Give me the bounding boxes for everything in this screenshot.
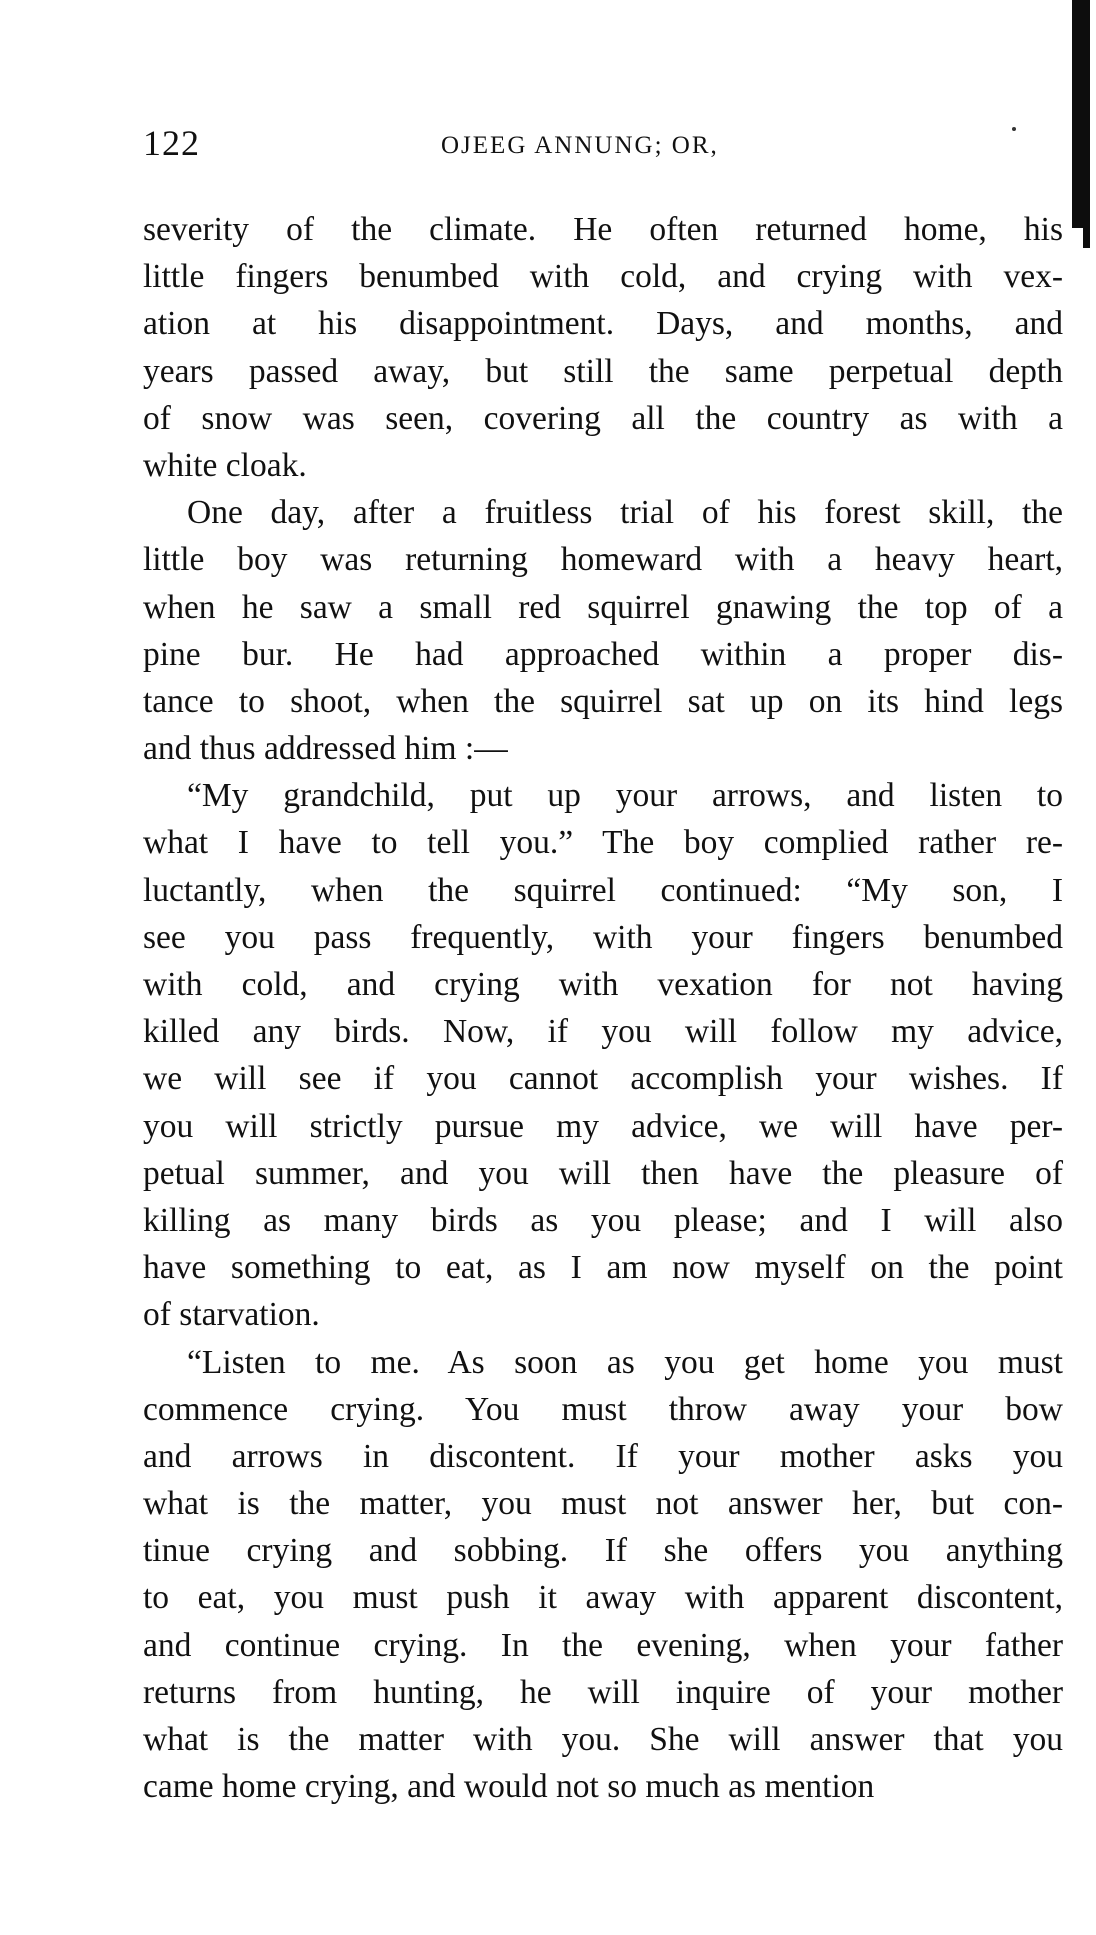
text-line: killing as many birds as you please; and I will also [143, 1201, 1063, 1239]
page-header [143, 122, 863, 172]
text-line: of starvation. [143, 1296, 320, 1334]
text-line: luctantly, when the squirrel continued: “My son, I [143, 871, 1063, 909]
text-line: returns from hunting, he will inquire of your mother [143, 1673, 1063, 1711]
paragraph [143, 1339, 1063, 1811]
text-line: to eat, you must push it away with apparent discontent, [143, 1579, 1063, 1617]
paragraph [143, 489, 1063, 772]
text-line: “My grandchild, put up your arrows, and listen to [187, 777, 1063, 815]
text-line: what is the matter with you. She will answer that you [143, 1721, 1063, 1758]
text-line: see you pass frequently, with your fingers benumbed [143, 918, 1063, 956]
text-line: with cold, and crying with vexation for not having [143, 966, 1063, 1003]
text-line: and continue crying. In the evening, when your father [143, 1626, 1063, 1664]
text-line: white cloak. [143, 446, 307, 484]
text-line: we will see if you cannot accomplish your wishes. If [143, 1060, 1063, 1098]
paragraph [143, 772, 1063, 1338]
text-line: what is the matter, you must not answer her, but con- [143, 1485, 1063, 1523]
text-line: tance to shoot, when the squirrel sat up on its hind legs [143, 682, 1063, 720]
body-text [143, 206, 1063, 1810]
ink-speck [1012, 127, 1016, 131]
text-line: petual summer, and you will then have the pleasure of [143, 1154, 1063, 1192]
text-line: severity of the climate. He often returned home, his [143, 211, 1063, 248]
running-head: OJEEG ANNUNG; OR, [441, 132, 719, 159]
text-line: and thus addressed him :— [143, 730, 508, 768]
text-line: years passed away, but still the same perpetual depth [143, 352, 1063, 390]
text-line: ation at his disappointment. Days, and months, and [143, 305, 1063, 343]
text-line: little boy was returning homeward with a heavy heart, [143, 541, 1063, 579]
text-line: what I have to tell you.” The boy complied rather re- [143, 824, 1063, 862]
page-number: 122 [143, 123, 200, 163]
page-edge-mark-tail [1083, 228, 1090, 248]
text-line: tinue crying and sobbing. If she offers you anything [143, 1532, 1063, 1570]
text-line: “Listen to me. As soon as you get home you must [187, 1343, 1063, 1381]
text-line: killed any birds. Now, if you will follow my advice, [143, 1013, 1063, 1051]
text-line: when he saw a small red squirrel gnawing the top of a [143, 588, 1063, 626]
text-line: of snow was seen, covering all the country as with a [143, 399, 1063, 437]
paragraph [143, 206, 1063, 489]
text-line: commence crying. You must throw away your bow [143, 1390, 1063, 1428]
text-line: and arrows in discontent. If your mother asks you [143, 1437, 1063, 1475]
text-line: you will strictly pursue my advice, we will have per- [143, 1107, 1063, 1145]
text-line: came home crying, and would not so much as mention [143, 1768, 875, 1806]
text-line: have something to eat, as I am now myself on the point [143, 1249, 1063, 1287]
text-line: little fingers benumbed with cold, and crying with vex- [143, 258, 1063, 296]
page-edge-mark [1072, 0, 1090, 228]
text-line: pine bur. He had approached within a proper dis- [143, 635, 1063, 673]
text-line: One day, after a fruitless trial of his forest skill, the [187, 494, 1063, 532]
